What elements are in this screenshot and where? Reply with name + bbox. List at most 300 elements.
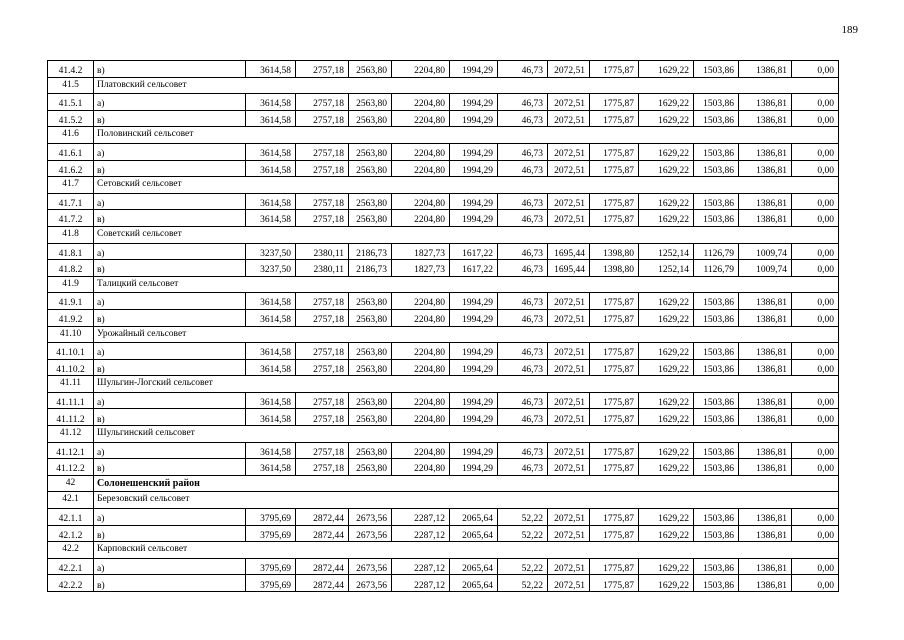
value-cell: 1386,81 bbox=[739, 193, 792, 210]
row-code: 41.11.1 bbox=[48, 392, 94, 409]
value-cell: 1617,22 bbox=[450, 243, 498, 260]
value-cell: 2673,56 bbox=[349, 575, 392, 592]
value-cell: 1629,22 bbox=[639, 442, 694, 459]
row-code: 41.8 bbox=[48, 226, 94, 243]
value-cell: 1695,44 bbox=[548, 243, 590, 260]
value-cell: 1775,87 bbox=[590, 94, 639, 111]
section-row bbox=[48, 492, 839, 509]
value-cell: 1503,86 bbox=[694, 509, 739, 526]
row-code: 41.9.1 bbox=[48, 293, 94, 310]
value-cell: 1994,29 bbox=[450, 94, 498, 111]
value-cell: 1629,22 bbox=[639, 343, 694, 360]
row-label: а) bbox=[94, 442, 246, 459]
value-cell: 1386,81 bbox=[739, 392, 792, 409]
value-cell: 2563,80 bbox=[349, 160, 392, 177]
value-cell: 2380,11 bbox=[296, 243, 349, 260]
value-cell: 2204,80 bbox=[392, 61, 450, 78]
value-cell: 3614,58 bbox=[246, 309, 296, 326]
value-cell: 1386,81 bbox=[739, 110, 792, 127]
row-code: 42.2.1 bbox=[48, 558, 94, 575]
value-cell: 0,00 bbox=[792, 260, 839, 277]
row-label: а) bbox=[94, 143, 246, 160]
value-cell: 1629,22 bbox=[639, 61, 694, 78]
value-cell: 1503,86 bbox=[694, 94, 739, 111]
value-cell: 2204,80 bbox=[392, 160, 450, 177]
value-cell: 3614,58 bbox=[246, 293, 296, 310]
table-row bbox=[48, 525, 839, 542]
value-cell: 2072,51 bbox=[548, 392, 590, 409]
value-cell: 1503,86 bbox=[694, 110, 739, 127]
row-code: 41.5.2 bbox=[48, 110, 94, 127]
value-cell: 46,73 bbox=[498, 392, 548, 409]
row-code: 41.4.2 bbox=[48, 61, 94, 78]
value-cell: 1629,22 bbox=[639, 210, 694, 227]
value-cell: 2757,18 bbox=[296, 359, 349, 376]
row-code: 41.10.2 bbox=[48, 359, 94, 376]
value-cell: 2072,51 bbox=[548, 160, 590, 177]
value-cell: 1827,73 bbox=[392, 260, 450, 277]
value-cell: 46,73 bbox=[498, 442, 548, 459]
value-cell: 1503,86 bbox=[694, 575, 739, 592]
table-row bbox=[48, 575, 839, 592]
value-cell: 2563,80 bbox=[349, 143, 392, 160]
value-cell: 1994,29 bbox=[450, 143, 498, 160]
value-cell: 1994,29 bbox=[450, 293, 498, 310]
value-cell: 1629,22 bbox=[639, 293, 694, 310]
value-cell: 2204,80 bbox=[392, 309, 450, 326]
value-cell: 0,00 bbox=[792, 210, 839, 227]
value-cell: 1775,87 bbox=[590, 442, 639, 459]
value-cell: 1629,22 bbox=[639, 525, 694, 542]
value-cell: 2563,80 bbox=[349, 442, 392, 459]
value-cell: 2563,80 bbox=[349, 392, 392, 409]
value-cell: 0,00 bbox=[792, 293, 839, 310]
value-cell: 2287,12 bbox=[392, 509, 450, 526]
page-number: 189 bbox=[841, 24, 858, 36]
value-cell: 2757,18 bbox=[296, 160, 349, 177]
row-label: а) bbox=[94, 293, 246, 310]
section-row bbox=[48, 276, 839, 293]
value-cell: 1629,22 bbox=[639, 459, 694, 476]
value-cell: 1386,81 bbox=[739, 61, 792, 78]
value-cell: 1775,87 bbox=[590, 309, 639, 326]
value-cell: 1386,81 bbox=[739, 143, 792, 160]
value-cell: 3614,58 bbox=[246, 359, 296, 376]
value-cell: 2673,56 bbox=[349, 509, 392, 526]
row-label: а) bbox=[94, 243, 246, 260]
row-label: а) bbox=[94, 343, 246, 360]
value-cell: 2204,80 bbox=[392, 94, 450, 111]
value-cell: 52,22 bbox=[498, 509, 548, 526]
value-cell: 1775,87 bbox=[590, 61, 639, 78]
value-cell: 2757,18 bbox=[296, 409, 349, 426]
row-label: а) bbox=[94, 509, 246, 526]
row-label: а) bbox=[94, 193, 246, 210]
value-cell: 3614,58 bbox=[246, 143, 296, 160]
value-cell: 1994,29 bbox=[450, 210, 498, 227]
value-cell: 2186,73 bbox=[349, 243, 392, 260]
value-cell: 2563,80 bbox=[349, 193, 392, 210]
value-cell: 1503,86 bbox=[694, 525, 739, 542]
row-label: в) bbox=[94, 61, 246, 78]
value-cell: 52,22 bbox=[498, 558, 548, 575]
value-cell: 1386,81 bbox=[739, 309, 792, 326]
value-cell: 2072,51 bbox=[548, 525, 590, 542]
value-cell: 1398,80 bbox=[590, 260, 639, 277]
value-cell: 3614,58 bbox=[246, 160, 296, 177]
value-cell: 1994,29 bbox=[450, 160, 498, 177]
value-cell: 2065,64 bbox=[450, 525, 498, 542]
value-cell: 2065,64 bbox=[450, 509, 498, 526]
value-cell: 1775,87 bbox=[590, 459, 639, 476]
value-cell: 0,00 bbox=[792, 459, 839, 476]
value-cell: 46,73 bbox=[498, 309, 548, 326]
value-cell: 1009,74 bbox=[739, 243, 792, 260]
row-label: в) bbox=[94, 309, 246, 326]
value-cell: 46,73 bbox=[498, 293, 548, 310]
value-cell: 3237,50 bbox=[246, 243, 296, 260]
table-row bbox=[48, 210, 839, 227]
value-cell: 2757,18 bbox=[296, 392, 349, 409]
value-cell: 0,00 bbox=[792, 359, 839, 376]
row-code: 41.8.1 bbox=[48, 243, 94, 260]
value-cell: 3614,58 bbox=[246, 193, 296, 210]
value-cell: 1386,81 bbox=[739, 442, 792, 459]
value-cell: 2757,18 bbox=[296, 110, 349, 127]
value-cell: 2072,51 bbox=[548, 409, 590, 426]
value-cell: 1126,79 bbox=[694, 260, 739, 277]
row-code: 42.1.1 bbox=[48, 509, 94, 526]
value-cell: 1775,87 bbox=[590, 558, 639, 575]
table-row bbox=[48, 509, 839, 526]
value-cell: 1775,87 bbox=[590, 160, 639, 177]
value-cell: 1695,44 bbox=[548, 260, 590, 277]
value-cell: 1629,22 bbox=[639, 94, 694, 111]
section-row bbox=[48, 127, 839, 144]
section-title: Березовский сельсовет bbox=[94, 492, 839, 509]
row-code: 41.5 bbox=[48, 77, 94, 94]
section-row bbox=[48, 226, 839, 243]
value-cell: 46,73 bbox=[498, 110, 548, 127]
section-row bbox=[48, 77, 839, 94]
value-cell: 1386,81 bbox=[739, 293, 792, 310]
row-code: 41.9.2 bbox=[48, 309, 94, 326]
table-row bbox=[48, 94, 839, 111]
value-cell: 2204,80 bbox=[392, 143, 450, 160]
row-label: в) bbox=[94, 525, 246, 542]
value-cell: 2757,18 bbox=[296, 61, 349, 78]
table-row bbox=[48, 459, 839, 476]
value-cell: 1503,86 bbox=[694, 459, 739, 476]
value-cell: 1994,29 bbox=[450, 61, 498, 78]
row-code: 41.5.1 bbox=[48, 94, 94, 111]
value-cell: 2673,56 bbox=[349, 558, 392, 575]
value-cell: 1386,81 bbox=[739, 558, 792, 575]
value-cell: 1386,81 bbox=[739, 210, 792, 227]
row-code: 41.12.1 bbox=[48, 442, 94, 459]
value-cell: 1994,29 bbox=[450, 193, 498, 210]
section-title: Платовский сельсовет bbox=[94, 77, 839, 94]
row-code: 41.9 bbox=[48, 276, 94, 293]
value-cell: 2563,80 bbox=[349, 309, 392, 326]
section-title: Сетовский сельсовет bbox=[94, 177, 839, 194]
value-cell: 2204,80 bbox=[392, 110, 450, 127]
value-cell: 2072,51 bbox=[548, 61, 590, 78]
value-cell: 3614,58 bbox=[246, 409, 296, 426]
value-cell: 2072,51 bbox=[548, 442, 590, 459]
value-cell: 1629,22 bbox=[639, 409, 694, 426]
value-cell: 0,00 bbox=[792, 525, 839, 542]
row-code: 41.10.1 bbox=[48, 343, 94, 360]
row-code: 41.6.2 bbox=[48, 160, 94, 177]
value-cell: 1503,86 bbox=[694, 61, 739, 78]
value-cell: 1994,29 bbox=[450, 442, 498, 459]
value-cell: 1009,74 bbox=[739, 260, 792, 277]
value-cell: 1994,29 bbox=[450, 359, 498, 376]
table-body bbox=[48, 61, 839, 592]
value-cell: 52,22 bbox=[498, 575, 548, 592]
value-cell: 1386,81 bbox=[739, 509, 792, 526]
value-cell: 2757,18 bbox=[296, 293, 349, 310]
row-code: 42.2.2 bbox=[48, 575, 94, 592]
row-code: 42.2 bbox=[48, 542, 94, 559]
value-cell: 3795,69 bbox=[246, 525, 296, 542]
value-cell: 2872,44 bbox=[296, 509, 349, 526]
value-cell: 1386,81 bbox=[739, 575, 792, 592]
value-cell: 2204,80 bbox=[392, 210, 450, 227]
value-cell: 1503,86 bbox=[694, 309, 739, 326]
value-cell: 1775,87 bbox=[590, 293, 639, 310]
value-cell: 1386,81 bbox=[739, 525, 792, 542]
value-cell: 0,00 bbox=[792, 243, 839, 260]
value-cell: 2563,80 bbox=[349, 343, 392, 360]
value-cell: 2065,64 bbox=[450, 558, 498, 575]
value-cell: 1827,73 bbox=[392, 243, 450, 260]
row-code: 42.1 bbox=[48, 492, 94, 509]
section-title: Урожайный сельсовет bbox=[94, 326, 839, 343]
section-row bbox=[48, 326, 839, 343]
value-cell: 46,73 bbox=[498, 210, 548, 227]
value-cell: 46,73 bbox=[498, 160, 548, 177]
value-cell: 2072,51 bbox=[548, 575, 590, 592]
value-cell: 3614,58 bbox=[246, 61, 296, 78]
value-cell: 1775,87 bbox=[590, 210, 639, 227]
section-title: Карповский сельсовет bbox=[94, 542, 839, 559]
value-cell: 2563,80 bbox=[349, 210, 392, 227]
value-cell: 3614,58 bbox=[246, 442, 296, 459]
table-row bbox=[48, 243, 839, 260]
value-cell: 2204,80 bbox=[392, 459, 450, 476]
value-cell: 46,73 bbox=[498, 61, 548, 78]
section-title: Советский сельсовет bbox=[94, 226, 839, 243]
value-cell: 2757,18 bbox=[296, 343, 349, 360]
value-cell: 2287,12 bbox=[392, 525, 450, 542]
value-cell: 2072,51 bbox=[548, 193, 590, 210]
value-cell: 46,73 bbox=[498, 260, 548, 277]
value-cell: 0,00 bbox=[792, 110, 839, 127]
row-label: в) bbox=[94, 160, 246, 177]
value-cell: 1386,81 bbox=[739, 343, 792, 360]
value-cell: 1994,29 bbox=[450, 343, 498, 360]
value-cell: 1503,86 bbox=[694, 359, 739, 376]
section-row bbox=[48, 177, 839, 194]
value-cell: 46,73 bbox=[498, 343, 548, 360]
row-code: 41.6 bbox=[48, 127, 94, 144]
table-row bbox=[48, 193, 839, 210]
table-row bbox=[48, 143, 839, 160]
value-cell: 1629,22 bbox=[639, 110, 694, 127]
value-cell: 1503,86 bbox=[694, 143, 739, 160]
value-cell: 2287,12 bbox=[392, 575, 450, 592]
value-cell: 46,73 bbox=[498, 193, 548, 210]
value-cell: 1994,29 bbox=[450, 409, 498, 426]
row-label: в) bbox=[94, 575, 246, 592]
value-cell: 3614,58 bbox=[246, 459, 296, 476]
row-code: 41.6.1 bbox=[48, 143, 94, 160]
value-cell: 1629,22 bbox=[639, 309, 694, 326]
row-code: 41.7 bbox=[48, 177, 94, 194]
value-cell: 2204,80 bbox=[392, 359, 450, 376]
value-cell: 2204,80 bbox=[392, 193, 450, 210]
row-label: в) bbox=[94, 210, 246, 227]
value-cell: 1398,80 bbox=[590, 243, 639, 260]
value-cell: 46,73 bbox=[498, 243, 548, 260]
value-cell: 0,00 bbox=[792, 94, 839, 111]
value-cell: 1994,29 bbox=[450, 309, 498, 326]
value-cell: 1775,87 bbox=[590, 509, 639, 526]
value-cell: 2563,80 bbox=[349, 61, 392, 78]
value-cell: 1629,22 bbox=[639, 392, 694, 409]
value-cell: 1775,87 bbox=[590, 525, 639, 542]
value-cell: 2204,80 bbox=[392, 409, 450, 426]
value-cell: 1503,86 bbox=[694, 160, 739, 177]
value-cell: 1629,22 bbox=[639, 143, 694, 160]
row-label: а) bbox=[94, 94, 246, 111]
value-cell: 2072,51 bbox=[548, 293, 590, 310]
value-cell: 1775,87 bbox=[590, 193, 639, 210]
value-cell: 0,00 bbox=[792, 61, 839, 78]
value-cell: 1994,29 bbox=[450, 110, 498, 127]
value-cell: 2872,44 bbox=[296, 558, 349, 575]
section-row bbox=[48, 475, 839, 492]
row-code: 42 bbox=[48, 475, 94, 492]
row-code: 41.7.2 bbox=[48, 210, 94, 227]
section-row bbox=[48, 542, 839, 559]
value-cell: 0,00 bbox=[792, 558, 839, 575]
row-code: 41.8.2 bbox=[48, 260, 94, 277]
table-row bbox=[48, 309, 839, 326]
value-cell: 0,00 bbox=[792, 193, 839, 210]
value-cell: 1775,87 bbox=[590, 409, 639, 426]
section-title: Талицкий сельсовет bbox=[94, 276, 839, 293]
value-cell: 1386,81 bbox=[739, 160, 792, 177]
value-cell: 0,00 bbox=[792, 442, 839, 459]
value-cell: 1994,29 bbox=[450, 392, 498, 409]
value-cell: 2563,80 bbox=[349, 94, 392, 111]
value-cell: 1775,87 bbox=[590, 359, 639, 376]
section-row bbox=[48, 426, 839, 443]
row-label: в) bbox=[94, 260, 246, 277]
table-row bbox=[48, 260, 839, 277]
row-code: 41.12.2 bbox=[48, 459, 94, 476]
value-cell: 1386,81 bbox=[739, 409, 792, 426]
value-cell: 2072,51 bbox=[548, 359, 590, 376]
value-cell: 2204,80 bbox=[392, 343, 450, 360]
value-cell: 0,00 bbox=[792, 392, 839, 409]
value-cell: 1629,22 bbox=[639, 558, 694, 575]
value-cell: 2186,73 bbox=[349, 260, 392, 277]
value-cell: 3614,58 bbox=[246, 392, 296, 409]
table-row bbox=[48, 160, 839, 177]
table-row bbox=[48, 442, 839, 459]
value-cell: 1386,81 bbox=[739, 94, 792, 111]
value-cell: 2072,51 bbox=[548, 309, 590, 326]
value-cell: 2072,51 bbox=[548, 343, 590, 360]
value-cell: 3614,58 bbox=[246, 110, 296, 127]
value-cell: 2673,56 bbox=[349, 525, 392, 542]
table-row bbox=[48, 409, 839, 426]
value-cell: 2204,80 bbox=[392, 293, 450, 310]
value-cell: 2757,18 bbox=[296, 442, 349, 459]
value-cell: 0,00 bbox=[792, 343, 839, 360]
value-cell: 2065,64 bbox=[450, 575, 498, 592]
table-row bbox=[48, 343, 839, 360]
value-cell: 1503,86 bbox=[694, 392, 739, 409]
value-cell: 2287,12 bbox=[392, 558, 450, 575]
row-label: а) bbox=[94, 392, 246, 409]
value-cell: 1503,86 bbox=[694, 442, 739, 459]
value-cell: 1629,22 bbox=[639, 160, 694, 177]
table-row bbox=[48, 558, 839, 575]
row-code: 41.12 bbox=[48, 426, 94, 443]
table-row bbox=[48, 61, 839, 78]
value-cell: 1503,86 bbox=[694, 293, 739, 310]
value-cell: 1252,14 bbox=[639, 260, 694, 277]
tariff-table bbox=[47, 60, 839, 592]
value-cell: 46,73 bbox=[498, 94, 548, 111]
row-code: 41.11 bbox=[48, 376, 94, 393]
value-cell: 2757,18 bbox=[296, 459, 349, 476]
value-cell: 1994,29 bbox=[450, 459, 498, 476]
row-code: 42.1.2 bbox=[48, 525, 94, 542]
table-row bbox=[48, 392, 839, 409]
row-label: в) bbox=[94, 459, 246, 476]
value-cell: 1629,22 bbox=[639, 509, 694, 526]
value-cell: 52,22 bbox=[498, 525, 548, 542]
value-cell: 1629,22 bbox=[639, 193, 694, 210]
value-cell: 1503,86 bbox=[694, 558, 739, 575]
value-cell: 3795,69 bbox=[246, 509, 296, 526]
value-cell: 2072,51 bbox=[548, 558, 590, 575]
value-cell: 2072,51 bbox=[548, 210, 590, 227]
value-cell: 2204,80 bbox=[392, 392, 450, 409]
value-cell: 1775,87 bbox=[590, 143, 639, 160]
row-code: 41.11.2 bbox=[48, 409, 94, 426]
value-cell: 2872,44 bbox=[296, 525, 349, 542]
value-cell: 3237,50 bbox=[246, 260, 296, 277]
value-cell: 46,73 bbox=[498, 459, 548, 476]
row-label: а) bbox=[94, 558, 246, 575]
value-cell: 0,00 bbox=[792, 160, 839, 177]
value-cell: 2563,80 bbox=[349, 110, 392, 127]
table-row bbox=[48, 110, 839, 127]
value-cell: 2563,80 bbox=[349, 409, 392, 426]
value-cell: 1775,87 bbox=[590, 110, 639, 127]
value-cell: 1775,87 bbox=[590, 392, 639, 409]
value-cell: 2072,51 bbox=[548, 110, 590, 127]
value-cell: 1629,22 bbox=[639, 575, 694, 592]
value-cell: 0,00 bbox=[792, 143, 839, 160]
